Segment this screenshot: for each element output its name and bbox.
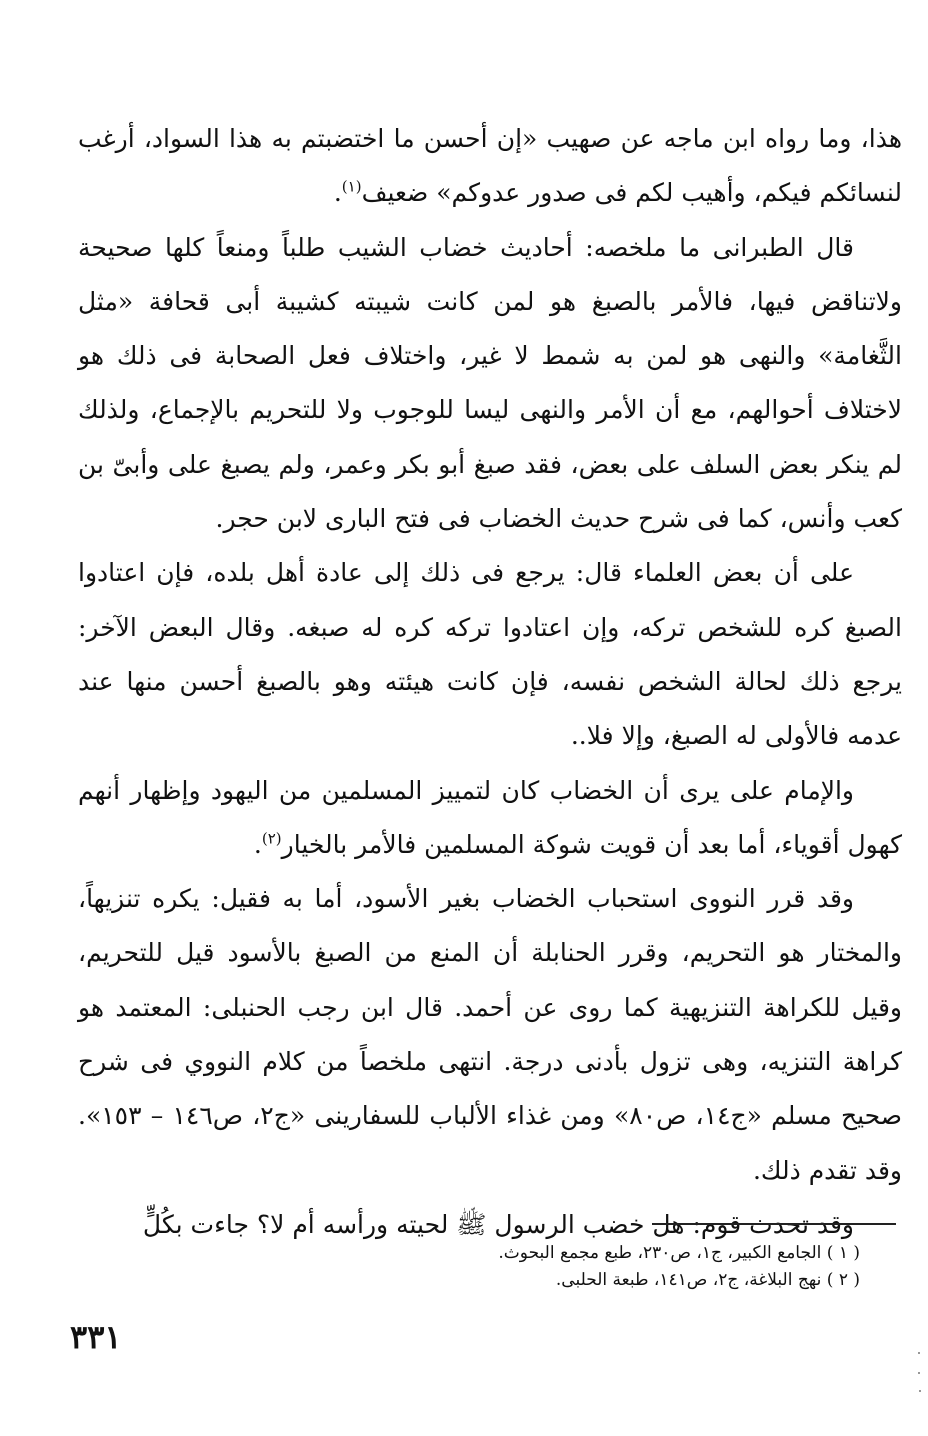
paragraph-2 (78, 221, 902, 547)
paragraph-1-end: . (333, 178, 342, 208)
main-text (78, 112, 902, 1252)
footnote-1: ( ١ ) الجامع الكبير، ج١، ص٢٣٠، طبع مجمع البحوث. (498, 1243, 860, 1263)
paragraph-4-end: . (253, 829, 262, 859)
paragraph-1 (78, 112, 902, 221)
footnote-ref-2: (٢) (261, 829, 282, 848)
scan-speck (919, 1390, 921, 1392)
scan-speck (918, 1372, 920, 1374)
footnote-ref-1: (١) (341, 177, 362, 196)
paragraph-5 (78, 872, 902, 1198)
paragraph-4 (78, 764, 902, 873)
page-number: ٣٣١ (70, 1318, 122, 1356)
footnote-2: ( ٢ ) نهج البلاغة، ج٢، ص١٤١، طبعة الحلبى. (555, 1270, 860, 1290)
paragraph-3 (78, 546, 902, 763)
paragraph-1-text: هذا، وما رواه ابن ماجه عن صهيب «إن أحسن ما اختضبتم به هذا السواد، أرغب لنسائكم فيكم، وأهيب لكم فى صدور عدوكم» ضعيف (78, 124, 902, 208)
paragraph-6-text: وقد تحدث قوم: هل خضب الرسول ﷺ لحيته ورأسه أم لا؟ جاءت بكُلٍّ (142, 1209, 854, 1239)
paragraph-3-text: على أن بعض العلماء قال: يرجع فى ذلك إلى عادة أهل بلده، فإن اعتادوا الصبغ كره للشخص تركه، وإن اعتادوا تركه كره له صبغه. وقال البعض الآخر: يرجع ذلك لحالة الشخص نفسه، فإن كانت هيئته وهو بالصبغ أحسن منها عند عدمه فالأولى له الصبغ، وإلا فلا.. (78, 558, 902, 751)
paragraph-2-text: قال الطبرانى ما ملخصه: أحاديث خضاب الشيب طلباً ومنعاً كلها صحيحة ولاتناقض فيها، فالأمر بالصبغ هو لمن كانت شيبته كشيبة أبى قحافة «مثل الثَّغامة» والنهى هو لمن به شمط لا غير، واختلاف فعل الصحابة فى ذلك هو لاختلاف أحوالهم، مع أن الأمر والنهى ليسا للوجوب ولا للتحريم بالإجماع، ولذلك لم ينكر بعض السلف على بعض، فقد صبغ أبو بكر وعمر، ولم يصبغ على وأبىّ بن كعب وأنس، كما فى شرح حديث الخضاب فى فتح البارى لابن حجر. (78, 232, 902, 534)
footnotes (300, 1240, 860, 1294)
scan-speck (918, 1352, 920, 1354)
paragraph-4-text: والإمام على يرى أن الخضاب كان لتمييز المسلمين من اليهود وإظهار أنهم كهول أقوياء، أما بعد أن قويت شوكة المسلمين فالأمر بالخيار (78, 775, 902, 859)
paragraph-5-text: وقد قرر النووى استحباب الخضاب بغير الأسود، أما به فقيل: يكره تنزيهاً، والمختار هو التحريم، وقرر الحنابلة أن المنع من الصبغ بالأسود قيل للتحريم، وقيل للكراهة التنزيهية كما روى عن أحمد. قال ابن رجب الحنبلى: المعتمد هو كراهة التنزيه، وهى تزول بأدنى درجة. انتهى ملخصاً من كلام النووي فى شرح صحيح مسلم «ج١٤، ص٨٠» ومن غذاء الألباب للسفارينى «ج٢، ص١٤٦ – ١٥٣». وقد تقدم ذلك. (78, 884, 903, 1185)
footnote-separator (652, 1223, 896, 1225)
